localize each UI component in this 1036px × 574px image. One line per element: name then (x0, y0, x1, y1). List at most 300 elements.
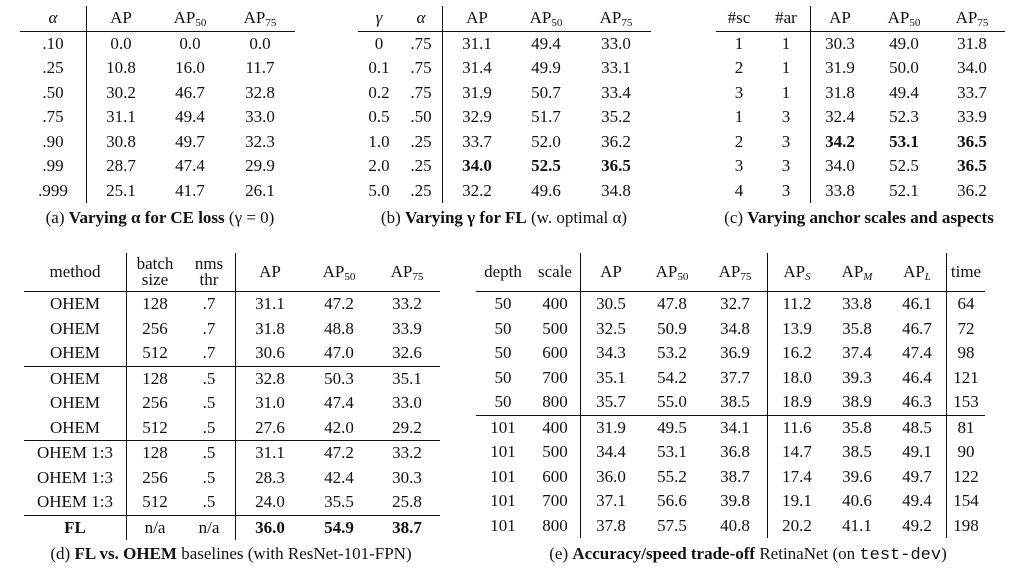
table-d-header (24, 253, 440, 292)
table-row (24, 341, 440, 366)
table-cell: 47.4 (888, 341, 947, 366)
table-cell: .50 (20, 81, 87, 106)
table-row (24, 317, 440, 342)
table-cell: 32.8 (245, 82, 275, 102)
table-cell: 34.0 (825, 156, 855, 175)
header-ap: AP (466, 8, 488, 27)
table-cell: 2 (734, 58, 744, 77)
table-cell: 3 (734, 82, 744, 102)
caption-b: (b) Varying γ for FL (w. optimal α) (380, 208, 628, 227)
table-cell: 49.4 (889, 82, 919, 102)
table-cell: 33.0 (245, 107, 275, 126)
table-cell: 26.1 (245, 180, 275, 200)
table-cell: .5 (183, 441, 236, 466)
table-row (476, 390, 985, 415)
table-cell: 600 (530, 341, 581, 366)
table-cell: 16.2 (782, 343, 812, 362)
table-cell: 46.4 (888, 366, 947, 391)
table-cell: 50.7 (531, 82, 561, 102)
caption-a: (a) Varying α for CE loss (γ = 0) (45, 208, 275, 227)
table-cell: 28.7 (106, 156, 136, 175)
table-cell: 52.0 (531, 131, 561, 151)
header-ap: AP (110, 8, 132, 27)
table-cell: .7 (183, 341, 236, 366)
table-cell: 46.7 (175, 82, 205, 102)
table-row (716, 154, 1005, 179)
table-row (716, 179, 1005, 204)
table-cell: 153 (953, 392, 979, 411)
table-cell: 33.4 (601, 82, 631, 102)
header-scale: scale (530, 253, 581, 292)
table-cell: 53.1 (889, 131, 919, 151)
table-row (716, 31, 1005, 56)
table-cell: 31.9 (462, 82, 492, 102)
table-cell: 55.0 (657, 392, 687, 411)
table-cell: 56.6 (657, 491, 687, 510)
table-cell: OHEM (24, 292, 127, 317)
table-cell: 51.7 (531, 107, 561, 126)
table-cell: 42.4 (324, 467, 354, 487)
table-row (24, 366, 440, 391)
table-cell: 49.0 (889, 33, 919, 53)
table-cell: 49.2 (888, 514, 947, 539)
table-cell: 49.4 (175, 107, 205, 126)
table-cell: 0.2 (368, 82, 390, 102)
table-cell: .25 (400, 154, 443, 179)
header-alpha: α (416, 8, 426, 27)
table-cell: 29.9 (245, 156, 275, 175)
table-cell: 35.5 (324, 492, 354, 511)
table-cell: 50 (494, 318, 512, 338)
table-cell: 35.7 (596, 392, 626, 411)
table-cell: 256 (142, 318, 168, 338)
table-cell: 41.7 (175, 180, 205, 200)
header-ap75: $AP_{75}$ (703, 253, 768, 292)
table-cell: 0.5 (368, 107, 390, 126)
table-cell: 11.7 (245, 58, 275, 77)
table-cell: 101 (490, 491, 516, 510)
table-cell: 34.4 (596, 442, 626, 461)
table-cell: 38.5 (842, 442, 872, 461)
table-cell: 50.9 (657, 318, 687, 338)
table-cell: 19.1 (782, 491, 812, 510)
header-gamma: γ (375, 8, 383, 27)
table-cell: 48.8 (324, 318, 354, 338)
caption-d: (d) FL vs. OHEM baselines (with ResNet-101-FPN) (50, 544, 412, 563)
table-cell: 0.1 (368, 58, 390, 77)
table-cell: 101 (490, 417, 516, 437)
table-cell: 34.8 (703, 317, 768, 342)
table-cell: 40.8 (703, 514, 768, 539)
table-cell: OHEM 1:3 (24, 490, 127, 515)
table-cell: 29.2 (392, 417, 422, 437)
table-cell: 33.8 (825, 180, 855, 200)
table-cell: 37.4 (842, 343, 872, 362)
table-cell: 25.1 (106, 180, 136, 200)
table-cell: 50.0 (889, 58, 919, 77)
table-cell: 38.5 (703, 390, 768, 415)
table-cell: 31.9 (825, 58, 855, 77)
table-cell: 0 (374, 33, 384, 53)
table-cell: 10.8 (106, 58, 136, 77)
table-cell: .90 (20, 130, 87, 155)
table-cell: 30.5 (596, 294, 626, 313)
table-cell: 49.7 (175, 131, 205, 151)
table-cell: 38.9 (842, 392, 872, 411)
table-cell: 800 (530, 514, 581, 539)
table-cell: 32.6 (392, 343, 422, 362)
table-cell: 0.0 (110, 33, 132, 53)
header-apl: $AP_L$ (888, 253, 947, 292)
table-cell: 36.5 (601, 156, 631, 175)
table-cell: 25.8 (392, 492, 422, 511)
table-c-header (716, 6, 1005, 31)
table-cell: OHEM (24, 391, 127, 416)
table-cell: 1 (762, 56, 811, 81)
table-row (20, 130, 295, 155)
table-cell: 47.4 (175, 156, 205, 175)
header-ap50: $AP_{50}$ (173, 8, 207, 29)
table-cell: 47.2 (324, 443, 354, 462)
table-cell: 40.6 (842, 491, 872, 510)
table-cell: 800 (530, 390, 581, 415)
table-cell: 1 (762, 31, 811, 56)
table-cell: 512 (142, 343, 168, 362)
table-cell: 101 (490, 442, 516, 461)
table-row (716, 105, 1005, 130)
table-cell: 1 (762, 81, 811, 106)
table-cell: OHEM (24, 317, 127, 342)
table-cell: 28.3 (255, 467, 285, 487)
table-cell: 98 (957, 343, 975, 362)
table-row (24, 391, 440, 416)
table-cell: 36.5 (957, 131, 987, 151)
table-row (476, 514, 985, 539)
table-cell: 46.1 (888, 292, 947, 317)
table-row (716, 81, 1005, 106)
table-row (476, 440, 985, 465)
header-apm: $AP_M$ (841, 262, 873, 283)
table-cell: 1.0 (368, 131, 390, 151)
table-cell: 49.4 (888, 489, 947, 514)
table-cell: 32.4 (825, 107, 855, 126)
table-cell: 57.5 (657, 515, 687, 535)
table-cell: 256 (142, 393, 168, 412)
table-row (20, 154, 295, 179)
table-cell: 700 (530, 366, 581, 391)
table-row (358, 130, 651, 155)
table-row (20, 81, 295, 106)
table-cell: 38.7 (392, 517, 422, 537)
table-cell: 49.6 (531, 180, 561, 200)
table-row (476, 341, 985, 366)
header-nms-thr: nms thr (183, 253, 236, 292)
table-cell: 81 (957, 417, 975, 437)
table-cell: 33.2 (392, 294, 422, 313)
header-ap50: $AP_{50}$ (529, 8, 563, 29)
header-ap50: $AP_{50}$ (655, 262, 689, 283)
header-depth: depth (484, 262, 522, 281)
table-row (24, 515, 440, 540)
table-cell: 35.2 (601, 107, 631, 126)
table-cell: 31.1 (255, 443, 285, 462)
table-cell: 512 (142, 417, 168, 437)
table-row (358, 179, 651, 204)
table-cell: 35.1 (392, 368, 422, 388)
table-cell: 36.0 (255, 517, 285, 537)
table-cell: n/a (144, 517, 166, 537)
table-cell: .25 (400, 179, 443, 204)
table-cell: 52.1 (889, 180, 919, 200)
table-cell: .25 (400, 130, 443, 155)
table-cell: 16.0 (175, 58, 205, 77)
table-cell: 52.5 (531, 156, 561, 175)
table-cell: 50 (494, 392, 512, 411)
table-row (358, 81, 651, 106)
table-cell: 34.8 (601, 180, 631, 200)
table-cell: 34.3 (596, 343, 626, 362)
table-cell: 101 (490, 466, 516, 486)
table-cell: .5 (183, 391, 236, 416)
table-cell: 18.0 (782, 367, 812, 387)
header-ap75: $AP_{75}$ (390, 262, 424, 283)
table-cell: 32.3 (245, 131, 275, 151)
table-cell: .5 (183, 466, 236, 491)
table-cell: 500 (530, 317, 581, 342)
table-cell: 512 (142, 492, 168, 511)
table-cell: .50 (400, 105, 443, 130)
table-c (716, 6, 1005, 203)
table-cell: .7 (183, 292, 236, 317)
table-cell: OHEM 1:3 (24, 466, 127, 491)
table-cell: 11.6 (782, 417, 812, 437)
table-cell: 36.2 (957, 180, 987, 200)
table-cell: 32.8 (255, 368, 285, 388)
table-b (358, 6, 651, 203)
table-row (20, 179, 295, 204)
header-ap50: $AP_{50}$ (887, 8, 921, 29)
header-batch-size: batch size (136, 254, 174, 289)
table-cell: .5 (183, 490, 236, 515)
table-cell: 3 (762, 105, 811, 130)
table-cell: 33.0 (392, 393, 422, 412)
table-cell: 31.1 (462, 33, 492, 53)
table-cell: 37.8 (596, 515, 626, 535)
header-method: method (24, 253, 127, 292)
table-cell: 35.8 (842, 318, 872, 338)
table-row (358, 56, 651, 81)
table-cell: 31.8 (957, 33, 987, 53)
table-cell: .75 (400, 56, 443, 81)
table-cell: OHEM (24, 366, 127, 391)
table-cell: 34.0 (957, 58, 987, 77)
table-cell: 600 (530, 465, 581, 490)
table-row (358, 31, 651, 56)
table-cell: 31.0 (255, 393, 285, 412)
table-cell: 47.8 (657, 294, 687, 313)
table-cell: .5 (183, 366, 236, 391)
table-cell: 500 (530, 440, 581, 465)
table-cell: 46.7 (888, 317, 947, 342)
table-cell: 64 (957, 294, 975, 313)
table-cell: 400 (530, 415, 581, 440)
table-cell: 32.9 (462, 107, 492, 126)
table-row (24, 490, 440, 515)
table-cell: 49.7 (888, 465, 947, 490)
table-cell: 42.0 (324, 417, 354, 437)
table-cell: 37.7 (703, 366, 768, 391)
header-scales: #sc (727, 8, 751, 27)
table-cell: 30.8 (106, 131, 136, 151)
table-cell: 20.2 (782, 515, 812, 535)
table-row (24, 292, 440, 317)
table-cell: 31.1 (255, 294, 285, 313)
table-cell: 128 (142, 294, 168, 313)
table-cell: 0.0 (249, 33, 271, 53)
table-cell: 31.4 (462, 58, 492, 77)
table-cell: 122 (953, 466, 979, 486)
table-cell: 41.1 (842, 515, 872, 535)
table-row (24, 441, 440, 466)
table-a (20, 6, 295, 203)
table-cell: .75 (20, 105, 87, 130)
table-cell: 1 (734, 107, 744, 126)
table-cell: 47.0 (324, 343, 354, 362)
table-cell: 3 (762, 154, 811, 179)
header-aps: $AP_S$ (783, 262, 811, 283)
table-cell: 39.3 (842, 367, 872, 387)
table-cell: 39.6 (842, 466, 872, 486)
table-cell: .5 (183, 416, 236, 441)
header-ap: AP (829, 8, 851, 27)
table-cell: 4 (734, 180, 744, 200)
table-cell: 256 (142, 467, 168, 487)
table-cell: 32.7 (703, 292, 768, 317)
table-cell: OHEM 1:3 (24, 441, 127, 466)
table-cell: 54.2 (657, 367, 687, 387)
table-cell: 17.4 (782, 466, 812, 486)
table-row (20, 56, 295, 81)
table-row (716, 130, 1005, 155)
table-cell: 36.0 (596, 466, 626, 486)
table-cell: .75 (400, 31, 443, 56)
table-row (476, 366, 985, 391)
table-cell: 33.2 (392, 443, 422, 462)
table-b-header (358, 6, 651, 31)
table-cell: 35.8 (842, 417, 872, 437)
table-cell: 50 (494, 343, 512, 362)
table-cell: 30.6 (255, 343, 285, 362)
table-cell: 55.2 (657, 466, 687, 486)
table-cell: 34.2 (825, 131, 855, 151)
table-cell: .10 (20, 31, 87, 56)
table-e (476, 253, 985, 538)
table-cell: 50 (494, 294, 512, 313)
table-cell: .999 (20, 179, 87, 204)
table-cell: 3 (762, 179, 811, 204)
header-ap75: $AP_{75}$ (243, 8, 277, 29)
table-cell: 50 (494, 367, 512, 387)
table-row (24, 416, 440, 441)
table-cell: 33.0 (601, 33, 631, 53)
table-cell: 700 (530, 489, 581, 514)
table-cell: 47.4 (324, 393, 354, 412)
table-cell: 49.9 (531, 58, 561, 77)
table-cell: 101 (490, 515, 516, 535)
table-cell: 34.1 (703, 415, 768, 440)
table-cell: .99 (20, 154, 87, 179)
table-cell: 36.9 (703, 341, 768, 366)
table-cell: 52.5 (889, 156, 919, 175)
table-row (476, 317, 985, 342)
table-cell: 36.2 (601, 131, 631, 151)
table-cell: 3 (762, 130, 811, 155)
header-alpha: α (48, 8, 58, 27)
table-cell: 39.8 (703, 489, 768, 514)
table-cell: 18.9 (782, 392, 812, 411)
table-row (20, 105, 295, 130)
table-cell: 11.2 (782, 294, 812, 313)
table-cell: 33.9 (392, 318, 422, 338)
table-cell: 198 (953, 515, 979, 535)
table-cell: 32.5 (596, 318, 626, 338)
table-cell: 33.7 (462, 131, 492, 151)
header-ap50: $AP_{50}$ (322, 262, 356, 283)
table-cell: 52.3 (889, 107, 919, 126)
table-e-header (476, 253, 985, 292)
table-cell: 33.9 (957, 107, 987, 126)
table-cell: .25 (20, 56, 87, 81)
table-row (476, 489, 985, 514)
table-row (716, 56, 1005, 81)
table-cell: 2 (734, 131, 744, 151)
table-row (476, 415, 985, 440)
table-cell: 49.4 (531, 33, 561, 53)
table-cell: 53.1 (657, 442, 687, 461)
header-ap: AP (600, 262, 622, 281)
table-cell: 47.2 (324, 294, 354, 313)
table-cell: 5.0 (368, 180, 390, 200)
table-cell: 0.0 (179, 33, 201, 53)
table-cell: n/a (183, 515, 236, 540)
table-row (476, 465, 985, 490)
table-row (24, 466, 440, 491)
table-cell: 38.7 (703, 465, 768, 490)
header-aspects: #ar (762, 6, 811, 31)
header-ap75: $AP_{75}$ (955, 8, 989, 29)
table-cell: 1 (734, 33, 744, 53)
table-cell: 32.2 (462, 180, 492, 200)
table-cell: 30.3 (825, 33, 855, 53)
table-cell: .7 (183, 317, 236, 342)
table-cell: 31.9 (596, 417, 626, 437)
table-cell: 31.8 (255, 318, 285, 338)
table-cell: 53.2 (657, 343, 687, 362)
header-time: time (950, 262, 982, 281)
table-cell: 3 (734, 156, 744, 175)
table-cell: 33.8 (842, 294, 872, 313)
table-row (358, 105, 651, 130)
table-cell: 24.0 (255, 492, 285, 511)
table-cell: OHEM (24, 341, 127, 366)
table-cell: 72 (957, 318, 975, 338)
table-cell: 54.9 (324, 517, 354, 537)
table-cell: 14.7 (782, 442, 812, 461)
table-cell: 34.0 (462, 156, 492, 175)
table-cell: 35.1 (596, 367, 626, 387)
table-cell: 30.2 (106, 82, 136, 102)
table-cell: 36.5 (957, 156, 987, 175)
